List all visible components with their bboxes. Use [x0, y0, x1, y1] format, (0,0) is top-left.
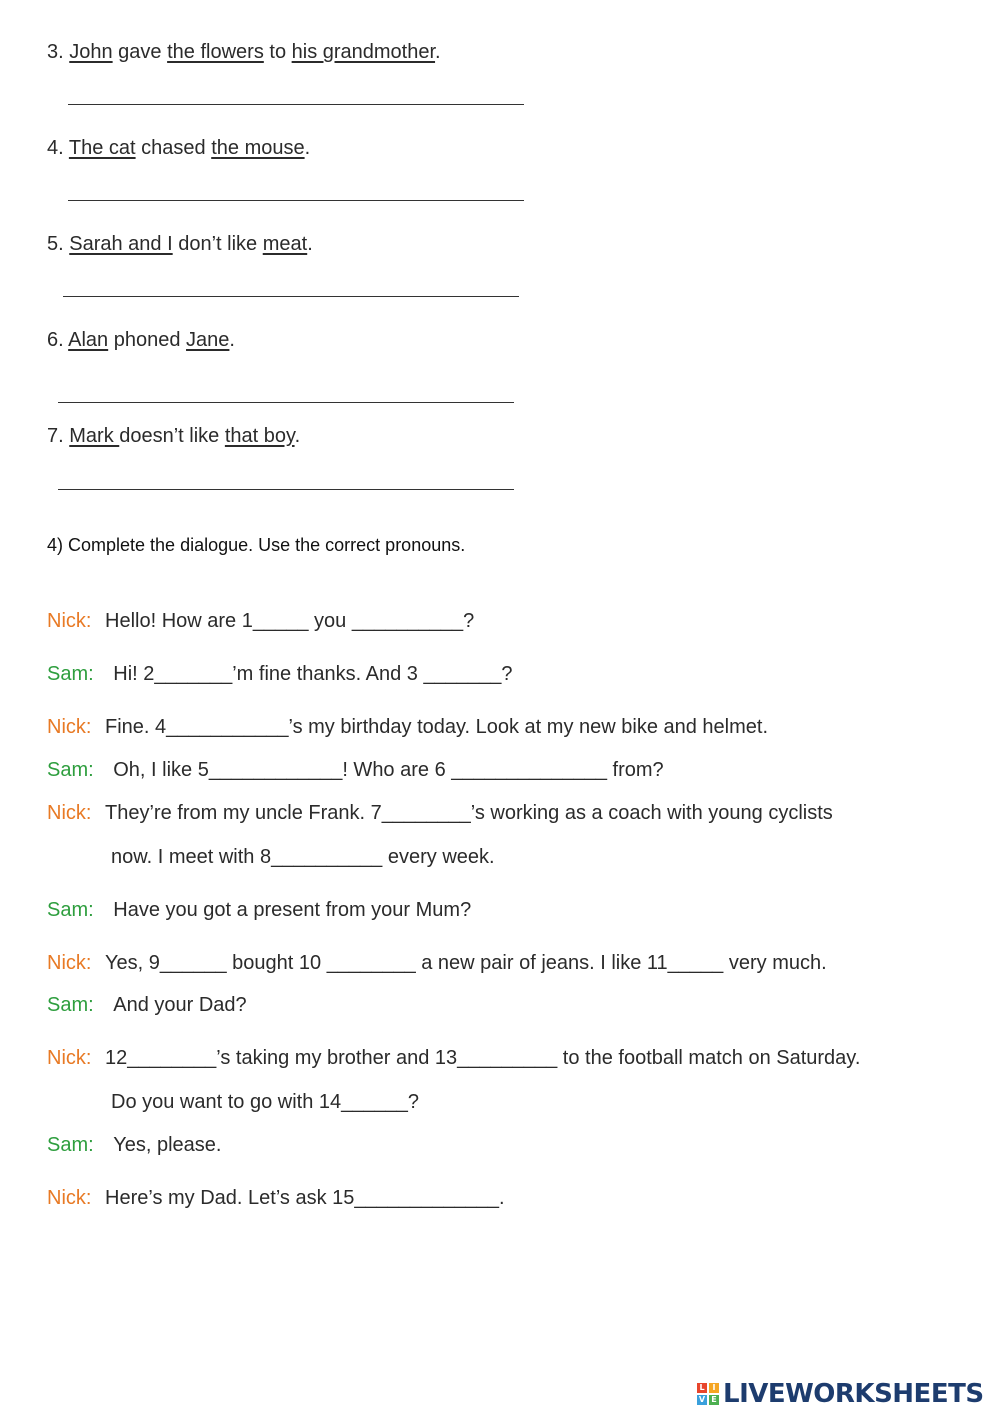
speaker-sam: Sam:: [47, 899, 94, 921]
speaker-sam: Sam:: [47, 1134, 94, 1156]
underlined-meat: meat: [262, 233, 308, 255]
speaker-sam: Sam:: [47, 759, 94, 781]
underlined-alan: Alan: [68, 329, 109, 351]
dialogue-line-5-continued[interactable]: now. I meet with 8__________ every week.: [111, 846, 495, 868]
dialogue-line-4: Sam: Oh, I like 5____________! Who are 6 ______________ from?: [47, 759, 664, 781]
liveworksheets-logo[interactable]: [697, 1380, 984, 1408]
underlined-the-cat: The cat: [68, 137, 136, 159]
speaker-sam: Sam:: [47, 994, 94, 1016]
dialogue-line-10: Sam: Yes, please.: [47, 1134, 222, 1156]
dialogue-line-1: Nick: Hello! How are 1_____ you __________?: [47, 610, 475, 632]
speaker-nick: Nick:: [47, 802, 92, 824]
dialogue-line-2: Sam: Hi! 2_______’m fine thanks. And 3 _______?: [47, 663, 513, 685]
speaker-nick: Nick:: [47, 1047, 92, 1069]
underlined-the-mouse: the mouse: [211, 137, 305, 159]
section-4-heading: 4) Complete the dialogue. Use the correct pronouns.: [47, 535, 466, 555]
sentence-3: 3. John gave the flowers to his grandmother.: [47, 41, 441, 63]
sentence-6: 6. Alan phoned Jane.: [47, 329, 235, 351]
answer-line-7[interactable]: [58, 489, 514, 490]
answer-line-5[interactable]: [63, 296, 519, 297]
speaker-nick: Nick:: [47, 1187, 92, 1209]
dialogue-line-8: Sam: And your Dad?: [47, 994, 247, 1016]
dialogue-line-7: Nick: Yes, 9______ bought 10 ________ a new pair of jeans. I like 11_____ very much.: [47, 952, 827, 974]
sentence-4: 4. The cat chased the mouse.: [47, 137, 311, 159]
underlined-his-grandmother: his grandmother: [291, 41, 436, 63]
dialogue-line-3: Nick: Fine. 4___________’s my birthday today. Look at my new bike and helmet.: [47, 716, 769, 738]
sentence-7: 7. Mark doesn’t like that boy.: [47, 425, 301, 447]
underlined-the-flowers: the flowers: [167, 41, 264, 63]
underlined-sarah-and-i: Sarah and I: [69, 233, 173, 255]
sentence-5: 5. Sarah and I don’t like meat.: [47, 233, 313, 255]
speaker-nick: Nick:: [47, 952, 92, 974]
dialogue-line-9: Nick: 12________’s taking my brother and 13_________ to the football match on Saturday.: [47, 1047, 861, 1069]
logo-text: LIVEWORKSHEETS: [723, 1379, 984, 1409]
dialogue-line-11: Nick: Here’s my Dad. Let’s ask 15_____________.: [47, 1187, 505, 1209]
underlined-that-boy: that boy: [224, 425, 295, 447]
underlined-mark: Mark: [69, 425, 120, 447]
answer-line-3[interactable]: [68, 104, 524, 105]
underlined-john: John: [69, 41, 113, 63]
speaker-nick: Nick:: [47, 610, 92, 632]
speaker-sam: Sam:: [47, 663, 94, 685]
underlined-jane: Jane: [186, 329, 230, 351]
dialogue-line-9-continued[interactable]: Do you want to go with 14______?: [111, 1091, 419, 1113]
speaker-nick: Nick:: [47, 716, 92, 738]
dialogue-line-6: Sam: Have you got a present from your Mum?: [47, 899, 472, 921]
answer-line-6[interactable]: [58, 402, 514, 403]
answer-line-4[interactable]: [68, 200, 524, 201]
logo-grid-icon: L I V E: [697, 1383, 719, 1405]
dialogue-line-5: Nick: They’re from my uncle Frank. 7________’s working as a coach with young cyclists: [47, 802, 833, 824]
